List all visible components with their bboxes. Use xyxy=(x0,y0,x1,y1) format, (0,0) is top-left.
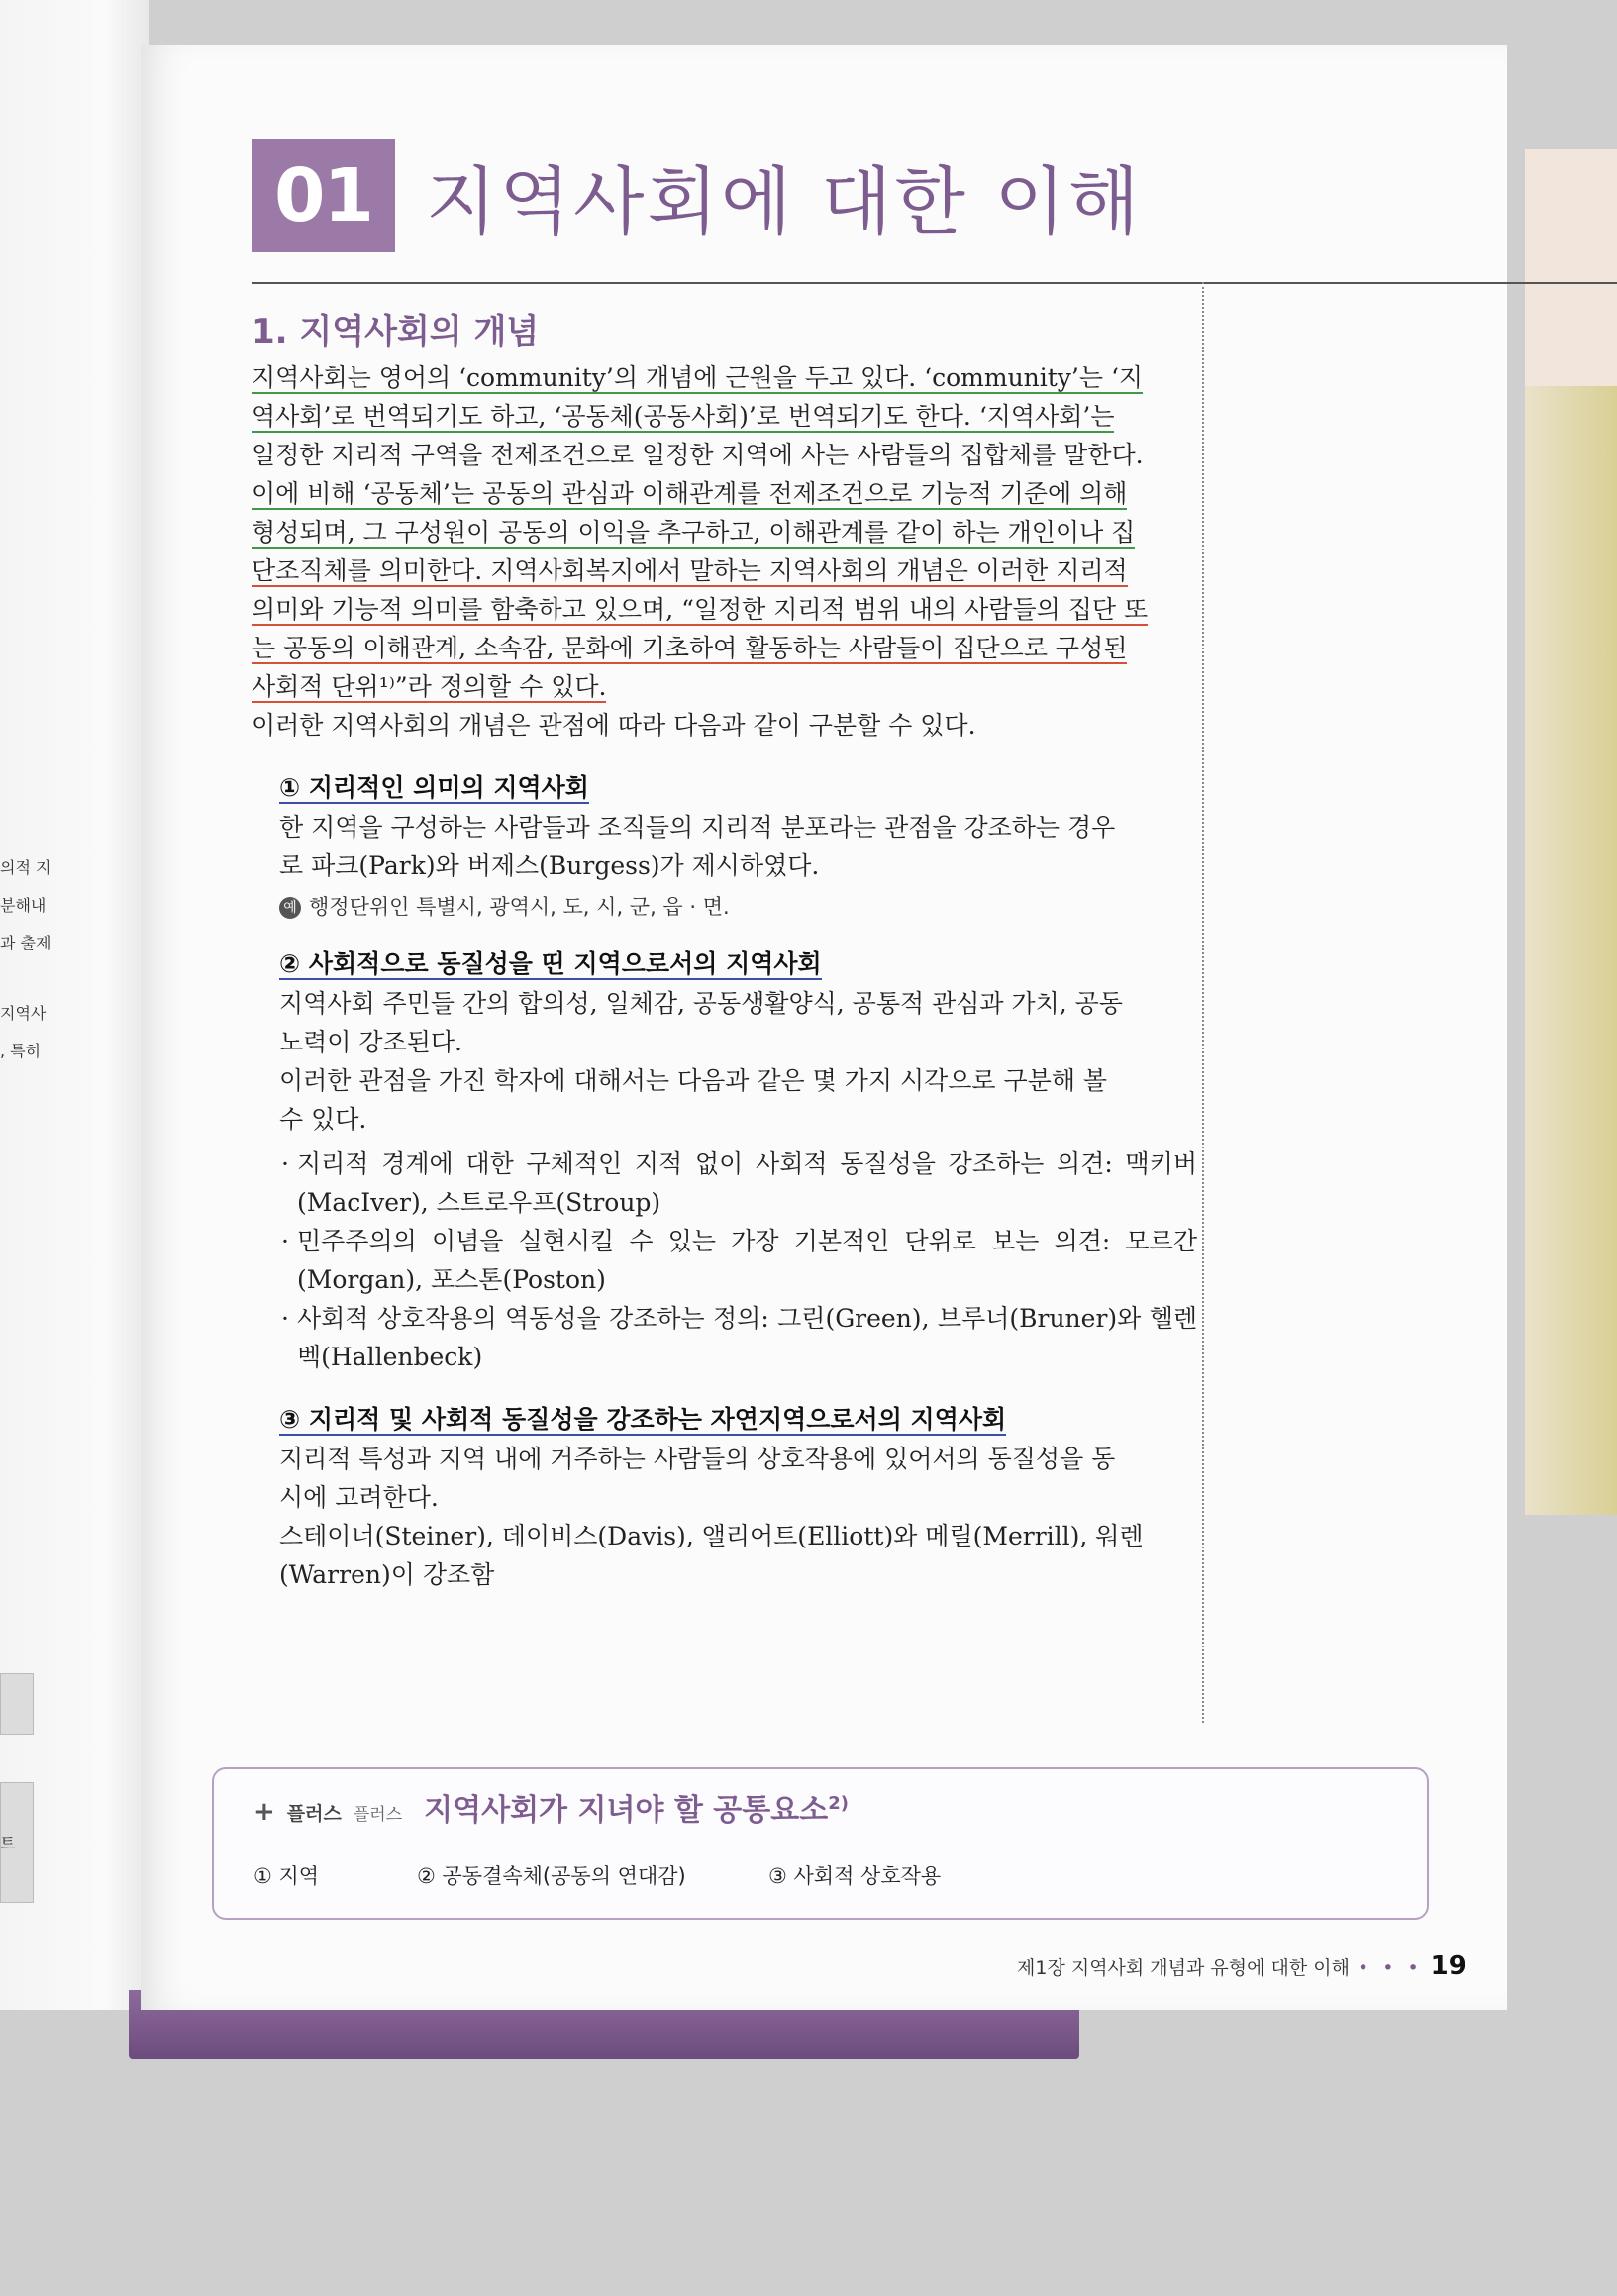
section-title: 1. 지역사회의 개념 xyxy=(252,312,540,351)
facing-page-box xyxy=(0,1673,34,1735)
text-line: 이에 비해 ‘공동체’는 공동의 관심과 이해관계를 전제조건으로 기능적 기준에 의해 xyxy=(252,479,1128,508)
margin-dotted-line xyxy=(1202,282,1204,1723)
subsection-title xyxy=(279,1400,1197,1436)
text-line: 지리적 특성과 지역 내에 거주하는 사람들의 상호작용에 있어서의 동질성을 동 xyxy=(279,1445,1116,1473)
header-rule xyxy=(252,282,1617,284)
text-line: 역사회’로 번역되기도 하고, ‘공동체(공동사회)’로 번역되기도 한다. ‘지역사회’는 xyxy=(252,402,1115,431)
text-line: 사회적 단위¹⁾”라 정의할 수 있다. xyxy=(252,672,607,701)
subsection-paragraph xyxy=(279,984,1197,1139)
subsection-paragraph xyxy=(279,808,1197,885)
text-line: 의미와 기능적 의미를 함축하고 있으며, “일정한 지리적 범위 내의 사람들의 집단 또 xyxy=(252,595,1149,624)
facing-page-text: , 특히 xyxy=(0,1042,42,1060)
page-footer xyxy=(1017,1951,1466,1981)
list-item: · 사회적 상호작용의 역동성을 강조하는 정의: 그린(Green), 브루너(Bruner)와 헬렌벡(Hallenbeck) xyxy=(279,1299,1197,1376)
subsection-paragraph xyxy=(279,1440,1197,1594)
plus-box-title xyxy=(424,1785,849,1829)
facing-page-text: 지역사 xyxy=(0,1004,47,1023)
plus-icon: + xyxy=(253,1797,275,1827)
text-line: 노력이 강조된다. xyxy=(279,1028,462,1056)
plus-box-header xyxy=(253,1785,849,1829)
subsection-title xyxy=(279,945,1197,980)
chapter-title: 지역사회에 대한 이해 xyxy=(426,159,1143,245)
list-item: · 지리적 경계에 대한 구체적인 지적 없이 사회적 동질성을 강조하는 의견: 맥키버(MacIver), 스트로우프(Stroup) xyxy=(279,1145,1197,1222)
text-line: 단조직체를 의미한다. 지역사회복지에서 말하는 지역사회의 개념은 이러한 지리적 xyxy=(252,556,1128,585)
text-line: 시에 고려한다. xyxy=(279,1483,439,1512)
text-line: 로 파크(Park)와 버제스(Burgess)가 제시하였다. xyxy=(279,851,820,880)
plus-item: ② 공동결속체(공동의 연대감) xyxy=(417,1864,686,1888)
footer-chapter-text: 제1장 지역사회 개념과 유형에 대한 이해 xyxy=(1017,1957,1350,1979)
plus-item: ③ 사회적 상호작용 xyxy=(768,1864,942,1888)
plus-label: 플러스 xyxy=(286,1803,342,1825)
facing-page-text: 분해내 xyxy=(0,896,47,915)
text-line: 이러한 지역사회의 개념은 관점에 따라 다음과 같이 구분할 수 있다. xyxy=(252,711,976,740)
chapter-number: 01 xyxy=(252,139,395,252)
text-line: 형성되며, 그 구성원이 공동의 이익을 추구하고, 이해관계를 같이 하는 개인이나 집 xyxy=(252,518,1136,547)
book-page xyxy=(141,45,1507,2010)
plus-box-title-text: 지역사회가 지녀야 할 공통요소 xyxy=(424,1793,829,1828)
facing-page-text: 과 출제 xyxy=(0,934,51,952)
example-text: 행정단위인 특별시, 광역시, 도, 시, 군, 읍 · 면. xyxy=(309,895,730,919)
list-item: · 민주주의의 이념을 실현시킬 수 있는 가장 기본적인 단위로 보는 의견: 모르간(Morgan), 포스톤(Poston) xyxy=(279,1222,1197,1299)
text-line: 이러한 관점을 가진 학자에 대해서는 다음과 같은 몇 가지 시각으로 구분해 볼 xyxy=(279,1066,1108,1095)
main-content xyxy=(252,294,1197,1594)
text-line: 스테이너(Steiner), 데이비스(Davis), 앨리어트(Elliott)와 메릴(Merrill), 워렌 xyxy=(279,1522,1144,1550)
text-line: 한 지역을 구성하는 사람들과 조직들의 지리적 분포라는 관점을 강조하는 경우 xyxy=(279,813,1116,842)
footnote-marker: 2) xyxy=(828,1793,849,1814)
page-number: 19 xyxy=(1430,1951,1466,1981)
plus-label-secondary: 플러스 xyxy=(353,1805,403,1825)
text-line: 일정한 지리적 구역을 전제조건으로 일정한 지역에 사는 사람들의 집합체를 말한다. xyxy=(252,441,1144,469)
text-line: 지역사회는 영어의 ‘community’의 개념에 근원을 두고 있다. ‘community’는 ‘지 xyxy=(252,363,1144,392)
facing-page-text: 트 xyxy=(0,1834,16,1852)
plus-box-items xyxy=(253,1860,941,1890)
facing-page-text: 의적 지 xyxy=(0,858,51,877)
example-line xyxy=(279,891,1197,921)
viewpoint-list xyxy=(279,1145,1197,1376)
text-line: 지역사회 주민들 간의 합의성, 일체감, 공동생활양식, 공통적 관심과 가치, 공동 xyxy=(279,989,1123,1018)
text-line: 는 공동의 이해관계, 소속감, 문화에 기초하여 활동하는 사람들이 집단으로 구성된 xyxy=(252,634,1128,662)
intro-paragraph xyxy=(252,358,1197,745)
plus-item: ① 지역 xyxy=(253,1864,320,1888)
plus-info-box xyxy=(212,1767,1429,1920)
sticky-note xyxy=(1525,149,1617,386)
subsection-title-text: ① 지리적인 의미의 지역사회 xyxy=(279,773,589,802)
subsection-title-text: ② 사회적으로 동질성을 띤 지역으로서의 지역사회 xyxy=(279,949,822,978)
text-line: (Warren)이 강조함 xyxy=(279,1560,495,1589)
text-line: 수 있다. xyxy=(279,1105,367,1134)
footer-dots: • • • xyxy=(1357,1957,1423,1979)
example-badge: 예 xyxy=(279,897,301,919)
subsection-title-text: ③ 지리적 및 사회적 동질성을 강조하는 자연지역으로서의 지역사회 xyxy=(279,1405,1007,1434)
subsection-title xyxy=(279,768,1197,804)
